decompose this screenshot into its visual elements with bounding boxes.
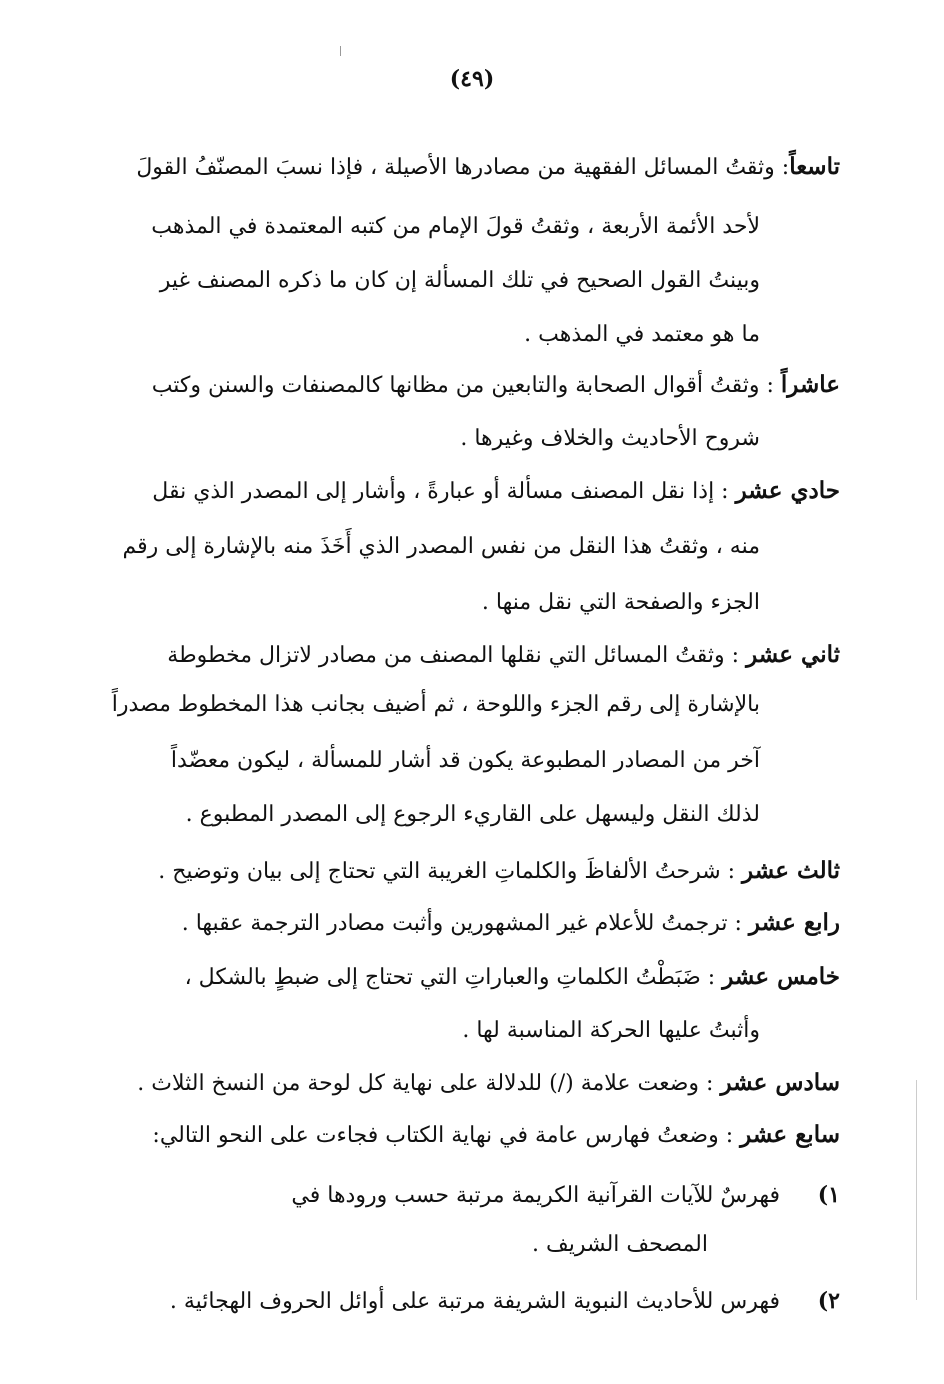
scan-edge-mark <box>916 1080 917 1300</box>
line-text: : ضَبَطْتُ الكلماتِ والعباراتِ التي تحتاج إلى ضبطٍ بالشكل ، <box>184 965 723 990</box>
list-item-text: فهرسٌ للآيات القرآنية الكريمة مرتبة حسب ورودها في <box>291 1183 780 1208</box>
line-text: : وثقتُ المسائل التي نقلها المصنف من مصادر لاتزال مخطوطة <box>167 643 747 668</box>
line-text: : ترجمتُ للأعلام غير المشهورين وأثبت مصادر الترجمة عقبها . <box>181 911 749 936</box>
item-heading: سابع عشر <box>740 1121 840 1148</box>
paragraph-line <box>167 640 840 671</box>
page-number: (٤٩) <box>449 66 495 92</box>
list-item-continuation: المصحف الشريف . <box>531 1232 708 1257</box>
list-item-number: ١) <box>817 1182 840 1208</box>
item-heading: حادي عشر <box>735 477 840 504</box>
paragraph-line: لأحد الأئمة الأربعة ، وثقتُ قولَ الإمام من كتبه المعتمدة في المذهب <box>151 214 760 239</box>
paragraph-line <box>136 152 840 183</box>
paragraph-line: بالإشارة إلى رقم الجزء واللوحة ، ثم أضيف بجانب هذا المخطوط مصدراً <box>111 692 760 717</box>
paragraph-line: آخر من المصادر المطبوعة يكون قد أشار للمسألة ، ليكون معضّداً <box>170 748 760 773</box>
item-heading: ثالث عشر <box>742 857 840 884</box>
paragraph-line <box>182 908 840 939</box>
paragraph-line: منه ، وثقتُ هذا النقل من نفس المصدر الذي أَخَذَ منه بالإشارة إلى رقم <box>122 534 760 559</box>
paragraph-line <box>158 856 840 887</box>
paragraph-line <box>152 476 840 507</box>
item-heading: خامس عشر <box>722 963 840 990</box>
paragraph-line <box>137 1068 840 1099</box>
list-item-number: ٢) <box>817 1288 840 1314</box>
list-item-text: فهرس للأحاديث النبوية الشريفة مرتبة على أوائل الحروف الهجائية . <box>169 1289 780 1314</box>
line-text: : إذا نقل المصنف مسألة أو عبارةً ، وأشار إلى المصدر الذي نقل <box>152 479 736 504</box>
paragraph-line: وأثبتُ عليها الحركة المناسبة لها . <box>462 1018 760 1043</box>
paragraph-line <box>152 1120 840 1151</box>
line-text: : وثقتُ المسائل الفقهية من مصادرها الأصيلة ، فإذا نسبَ المصنّفُ القولَ <box>136 155 790 180</box>
item-heading: سادس عشر <box>720 1069 840 1096</box>
line-text: : وثقتُ أقوال الصحابة والتابعين من مظانها كالمصنفات والسنن وكتب <box>151 373 781 398</box>
paragraph-line <box>185 962 840 993</box>
line-text: : شرحتُ الألفاظَ والكلماتِ الغريبة التي تحتاج إلى بيان وتوضيح . <box>158 859 743 884</box>
paragraph-line: ما هو معتمد في المذهب . <box>524 322 760 347</box>
paragraph-line <box>152 370 840 401</box>
line-text: : وضعتُ فهارس عامة في نهاية الكتاب فجاءت على النحو التالي: <box>152 1123 741 1148</box>
paragraph-line: وبينتُ القول الصحيح في تلك المسألة إن كان ما ذكره المصنف غير <box>159 268 760 293</box>
list-item <box>291 1180 840 1211</box>
list-item <box>170 1286 840 1317</box>
item-heading: ثاني عشر <box>746 641 840 668</box>
paragraph-line: شروح الأحاديث والخلاف وغيرها . <box>460 426 760 451</box>
item-heading: رابع عشر <box>748 909 840 936</box>
paragraph-line: الجزء والصفحة التي نقل منها . <box>481 590 760 615</box>
scan-mark <box>340 46 341 56</box>
paragraph-line: لذلك النقل وليسهل على القاريء الرجوع إلى المصدر المطبوع . <box>185 802 760 827</box>
item-heading: تاسعاً <box>789 153 840 180</box>
item-heading: عاشراً <box>780 371 840 398</box>
line-text: : وضعت علامة (/) للدلالة على نهاية كل لوحة من النسخ الثلاث . <box>137 1071 721 1096</box>
